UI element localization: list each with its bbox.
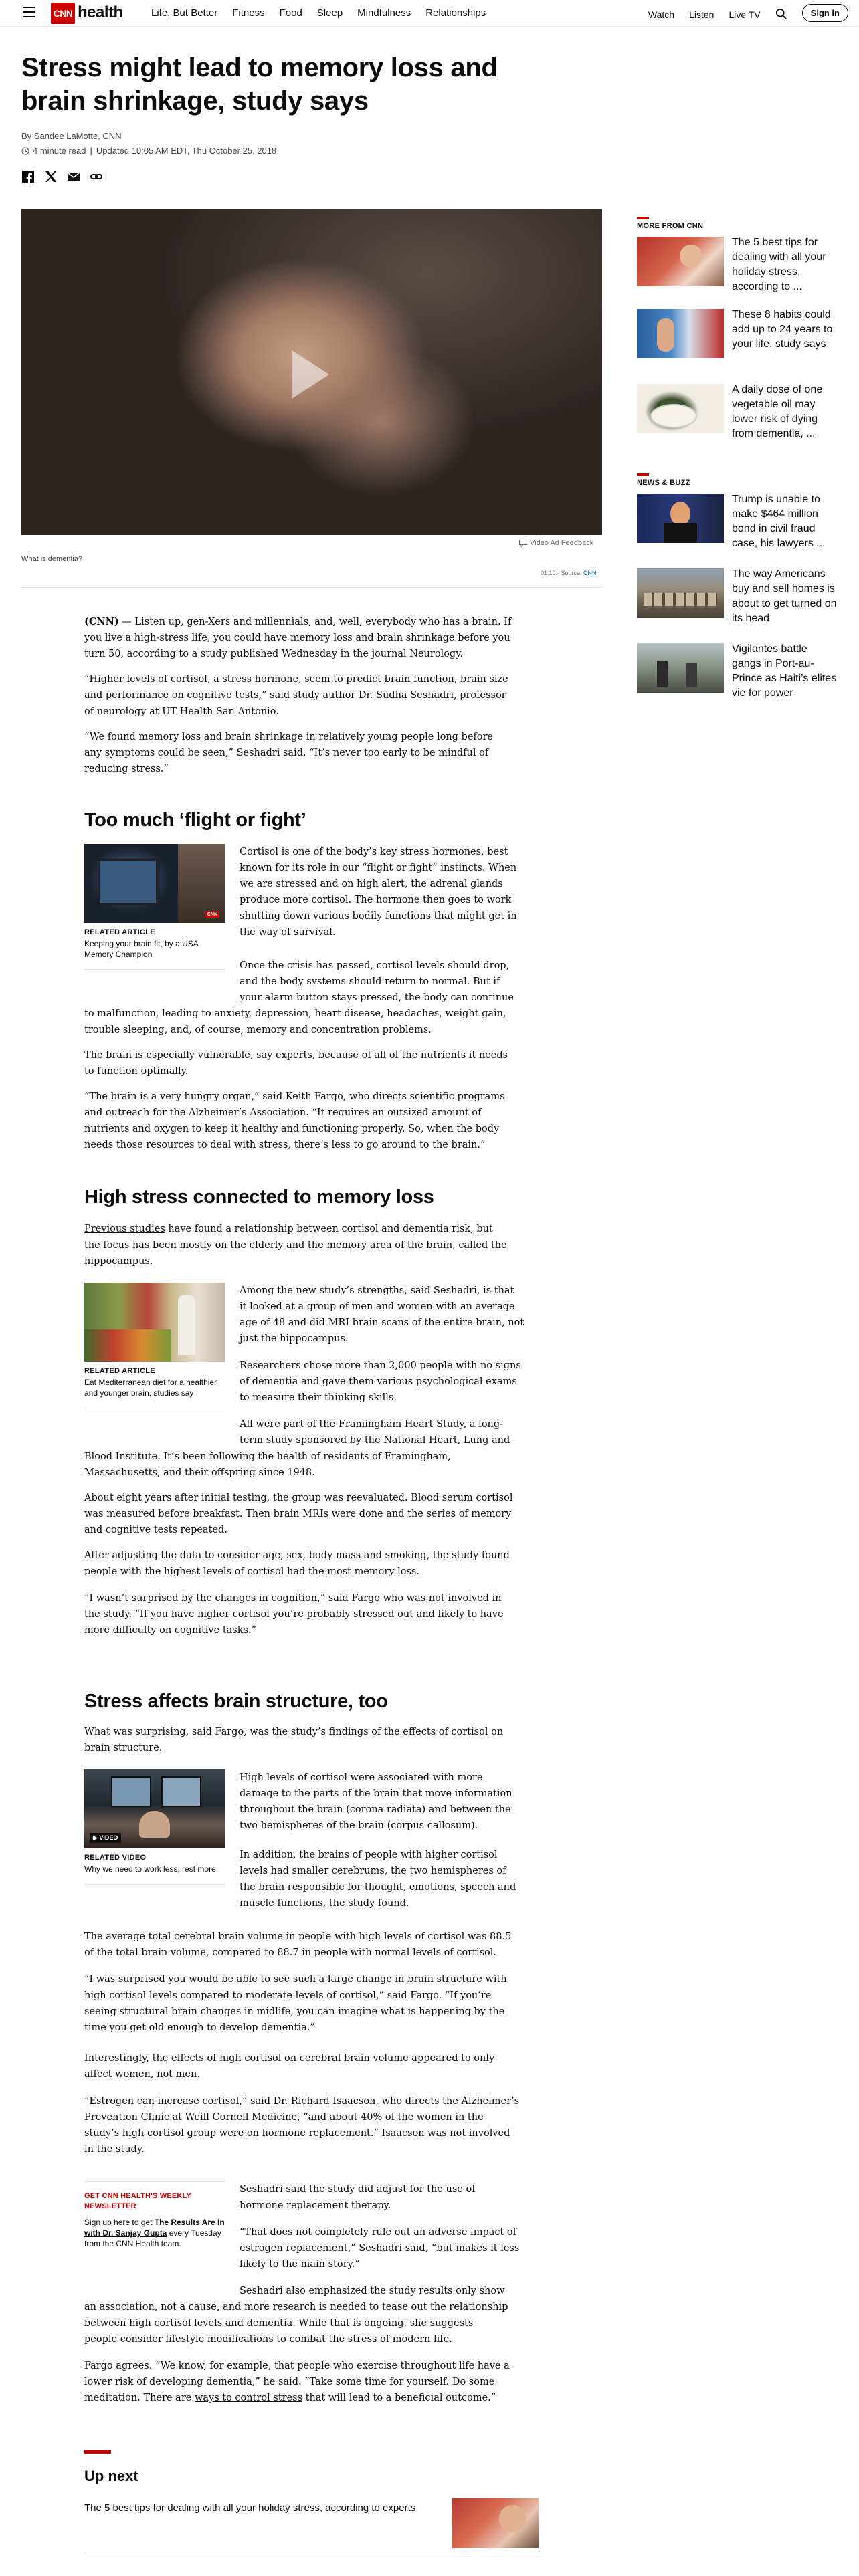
text-line: “Higher levels of cortisol, a stress hormone, seem to predict brain function, brain size — [84, 674, 508, 685]
text-line: shutting down various bodily functions that might get in — [240, 911, 517, 922]
video-player[interactable] — [21, 209, 602, 535]
text-line: and cognitive tests repeated. — [84, 1525, 227, 1535]
video-badge: ▶ VIDEO — [90, 1833, 121, 1843]
related-article-brain-fit[interactable] — [84, 844, 225, 970]
text-line: likely to the main story.” — [240, 2259, 360, 2270]
sidebar-story[interactable] — [637, 568, 838, 624]
text-line: two hemispheres of the brain (corpus callosum). — [240, 1820, 478, 1831]
text-line: in the study. — [84, 2144, 145, 2155]
text-line: have found a relationship between cortisol and dementia risk, but — [165, 1224, 493, 1235]
news-buzz-header — [637, 473, 838, 487]
video-source — [541, 570, 597, 576]
text-line: Seshadri also emphasized the study results only show — [240, 2286, 505, 2296]
sidebar-story-title[interactable]: The way Americans buy and sell homes is about to get turned on its head — [732, 568, 837, 624]
nav-food[interactable]: Food — [279, 7, 302, 19]
related-title[interactable]: Keeping your brain fit, by a USA Memory Champion — [84, 939, 199, 959]
paragraph-6 — [84, 1047, 508, 1079]
text-line: “We found memory loss and brain shrinkage in relatively young people long before — [84, 732, 494, 742]
paragraph-19 — [84, 1971, 507, 2036]
paragraph-1 — [84, 614, 511, 662]
video-ad-feedback-label: Video Ad Feedback — [530, 539, 594, 547]
paragraph-9 — [240, 1283, 524, 1347]
text-line: and the body systems should return to normal. But if — [240, 976, 500, 987]
control-stress-link[interactable]: ways to control stress — [194, 2393, 303, 2403]
divider — [21, 587, 602, 588]
framingham-link[interactable]: Framingham Heart Study — [338, 1419, 464, 1430]
text-line: “I was surprised you would be able to see such a large change in brain structure with — [84, 1974, 507, 1985]
sidebar-story[interactable] — [637, 384, 838, 439]
email-icon[interactable] — [67, 170, 80, 183]
text-line: damage to the parts of the brain that move information — [240, 1788, 512, 1799]
nav-watch[interactable]: Watch — [648, 9, 675, 20]
text-line: , a long- — [463, 1419, 504, 1430]
text-line: “I wasn’t surprised by the changes in cognition,” said Fargo who was not involved in — [84, 1593, 502, 1604]
text-line: of the total brain volume, compared to 88.7 in people with normal levels of cortisol. — [84, 1947, 497, 1958]
text-line: In addition, the brains of people with higher cortisol — [240, 1850, 498, 1860]
text-line: estrogen replacement,” Seshadri said, “but makes it less — [240, 2243, 520, 2254]
text-line: seeing structural brain changes in midlife, you can imagine what is happening by the — [84, 2006, 505, 2017]
text-line: Fargo agrees. “We know, for example, that people who exercise throughout life have a — [84, 2361, 510, 2371]
sidebar-story-title[interactable]: Trump is unable to make $464 million bond in civil fraud case, his lawyers ... — [732, 494, 826, 549]
related-article-mediterranean[interactable] — [84, 1283, 225, 1408]
meta-separator: | — [90, 146, 92, 156]
related-label: RELATED ARTICLE — [84, 928, 155, 936]
text-line: “That does not completely rule out an adverse impact of — [240, 2227, 517, 2238]
video-ad-feedback[interactable] — [519, 539, 593, 547]
paragraph-21 — [84, 2093, 519, 2157]
text-line: age of 48 and did MRI brain scans of the entire brain, not — [240, 1317, 524, 1328]
more-from-cnn-title: MORE FROM CNN — [637, 222, 704, 230]
text-line: an association, not a cause, and more research is needed to tease out the relationship — [84, 2302, 508, 2313]
text-line: high cortisol levels compared to moderate levels of cortisol,” said Fargo. “If you’re — [84, 1990, 492, 2001]
text-line: Once the crisis has passed, cortisol levels should drop, — [240, 960, 510, 971]
updated-timestamp: Updated 10:05 AM EDT, Thu October 25, 2018 — [96, 146, 277, 156]
text-line: we are stressed and on high alert, the adrenal glands — [240, 879, 503, 889]
text-line: Interestingly, the effects of high cortisol on cerebral brain volume appeared to only — [84, 2053, 495, 2064]
text-line: and outreach for the Alzheimer’s Association. “It requires an outsized amount of — [84, 1107, 482, 1118]
text-line: study’s high cortisol group were on hormone replacement.” Isaacson was not involved — [84, 2128, 510, 2139]
section-heading-memory-loss: High stress connected to memory loss — [84, 1186, 434, 1208]
text-line: hormone replacement therapy. — [240, 2200, 391, 2211]
text-line: About eight years after initial testing, the group was reevaluated. Blood serum cortisol — [84, 1493, 513, 1503]
utility-nav — [648, 4, 848, 22]
text-line: The brain is especially vulnerable, say experts, because of all of the nutrients it needs — [84, 1050, 508, 1061]
text-line: reducing stress.” — [84, 764, 169, 774]
text-line: All were part of the — [240, 1419, 339, 1430]
nav-fitness[interactable]: Fitness — [232, 7, 265, 19]
paragraph-7 — [84, 1089, 505, 1153]
text-line: “Estrogen can increase cortisol,” said Dr. Richard Isaacson, who directs the Alzheimer’s — [84, 2096, 520, 2107]
related-article-image — [84, 1283, 225, 1362]
paragraph-5 — [84, 958, 514, 1038]
text-line: Sign up here to get — [84, 2218, 155, 2227]
paragraph-17 — [240, 1847, 516, 1911]
text-line: produce more cortisol. The hormone then goes to work — [240, 895, 512, 905]
paragraph-25 — [84, 2358, 510, 2406]
nav-mindfulness[interactable]: Mindfulness — [357, 7, 411, 19]
text-line: “The brain is a very hungry organ,” said Keith Fargo, who directs scientific programs — [84, 1091, 505, 1102]
sidebar-story-title[interactable]: These 8 habits could add up to 24 years to your life, study says — [732, 309, 833, 350]
x-twitter-icon[interactable] — [44, 170, 58, 183]
related-article-image — [84, 844, 225, 923]
newsletter-promo — [84, 2181, 225, 2249]
text-line: you live a high-stress life, you could have memory loss and brain shrinkage before you — [84, 633, 510, 643]
text-line: term study sponsored by the National Heart, Lung and — [240, 1435, 510, 1446]
accent-bar — [637, 217, 649, 219]
text-line: to measure their thinking skills. — [240, 1392, 397, 1403]
text-line: What was surprising, said Fargo, was the study’s findings of the effects of cortisol on — [84, 1727, 504, 1737]
text-line: levels had smaller cerebrums, the two hemispheres of — [240, 1866, 506, 1876]
link-icon[interactable] — [90, 170, 103, 183]
text-line: High levels of cortisol were associated with more — [240, 1772, 483, 1783]
menu-icon[interactable] — [23, 7, 35, 17]
text-line: needs those resources to deal with stress, there’s less to go around to the brain.” — [84, 1140, 486, 1150]
article-meta — [21, 146, 276, 156]
text-line: throughout the brain (corona radiata) and between the — [240, 1804, 511, 1815]
byline: By Sandee LaMotte, CNN — [21, 131, 122, 141]
text-line: that will lead to a beneficial outcome.” — [302, 2393, 496, 2403]
play-icon[interactable] — [292, 350, 329, 399]
text-line: people with the highest levels of cortisol had the most memory loss. — [84, 1566, 419, 1577]
video-source-link[interactable]: CNN — [583, 570, 597, 576]
nav-listen[interactable]: Listen — [689, 9, 714, 20]
text-line: your alarm button stays pressed, the body can continue — [240, 992, 514, 1003]
section-heading-brain-structure: Stress affects brain structure, too — [84, 1691, 388, 1712]
text-line: the way of survival. — [240, 927, 336, 938]
video-caption: What is dementia? — [21, 555, 83, 563]
sidebar-story-image — [637, 384, 724, 433]
text-line: lower risk of developing dementia,” he said. “Take some time for yourself. Do some — [84, 2377, 495, 2387]
text-line: it looked at a group of men and women with an average — [240, 1301, 515, 1312]
text-line: the focus has been mostly on the elderly and the memory area of the brain, called the — [84, 1240, 507, 1251]
paragraph-22 — [240, 2181, 476, 2214]
feedback-icon — [519, 540, 527, 547]
accent-bar — [637, 473, 649, 476]
cnn-bug-icon: CNN — [205, 911, 219, 918]
related-title[interactable]: Why we need to work less, rest more — [84, 1864, 216, 1874]
text-line: Massachusetts, and their offspring since 1948. — [84, 1467, 315, 1478]
text-line: to malfunction, leading to anxiety, depression, heart disease, headaches, weight gain, — [84, 1008, 506, 1019]
text-line: After adjusting the data to consider age, sex, body mass and smoking, the study found — [84, 1550, 510, 1561]
text-line: muscle functions, the study found. — [240, 1898, 409, 1909]
nav-live-tv[interactable]: Live TV — [729, 9, 761, 20]
text-line: Among the new study’s strengths, said Seshadri, is that — [240, 1285, 514, 1296]
up-next-image — [452, 2498, 539, 2548]
nav-relationships[interactable]: Relationships — [425, 7, 486, 19]
paragraph-13 — [84, 1547, 510, 1580]
text-line: brain structure. — [84, 1743, 163, 1753]
text-line: time you get old enough to develop dementia.” — [84, 2022, 315, 2033]
text-line: the brain responsible for thought, emotions, speech and — [240, 1882, 516, 1893]
sidebar-story-title[interactable]: Vigilantes battle gangs in Port-au-Prince as Haiti’s elites vie for power — [732, 643, 837, 699]
text-line: every Tuesday from the CNN Health team. — [84, 2228, 221, 2248]
sidebar-story[interactable] — [637, 494, 838, 549]
text-line: known for its role in our “flight or fight” instincts. When — [240, 863, 517, 873]
dateline-dash: — — [118, 617, 135, 627]
related-label: RELATED ARTICLE — [84, 1367, 155, 1375]
sidebar-story[interactable] — [637, 309, 838, 358]
text-line: to function optimally. — [84, 1066, 189, 1077]
related-label: RELATED VIDEO — [84, 1854, 147, 1862]
text-line: people consider lifestyle modifications to combat the stress of modern life. — [84, 2334, 452, 2345]
sidebar-story-title[interactable]: A daily dose of one vegetable oil may lower risk of dying from dementia, ... — [732, 384, 823, 439]
paragraph-8 — [84, 1221, 507, 1269]
up-next-heading: Up next — [84, 2468, 138, 2484]
paragraph-14 — [84, 1590, 504, 1638]
share-bar — [21, 170, 103, 183]
facebook-icon[interactable] — [21, 170, 35, 183]
paragraph-23 — [240, 2224, 519, 2272]
article-headline: Stress might lead to memory loss and brain shrinkage, study says — [21, 53, 498, 116]
sidebar-story-image — [637, 494, 724, 543]
paragraph-12 — [84, 1490, 512, 1538]
paragraph-10 — [240, 1358, 521, 1406]
related-video-work-less[interactable] — [84, 1769, 225, 1885]
text-line: affect women, not men. — [84, 2069, 200, 2080]
text-line: The average total cerebral brain volume in people with high levels of cortisol was 88.5 — [84, 1931, 512, 1942]
read-time: 4 minute read — [33, 146, 86, 156]
up-next-headline[interactable]: The 5 best tips for dealing with all your holiday stress, according to experts — [84, 2502, 416, 2514]
text-line: just the hippocampus. — [240, 1333, 349, 1344]
more-from-cnn-header — [637, 217, 838, 230]
up-next-accent — [84, 2450, 111, 2454]
text-line: was measured before breakfast. Then brain MRIs were done and the series of memory — [84, 1509, 512, 1519]
related-title[interactable]: Eat Mediterranean diet for a healthier and younger brain, studies say — [84, 1378, 217, 1398]
nav-life-but-better[interactable]: Life, But Better — [151, 7, 218, 19]
divider — [84, 2181, 225, 2182]
previous-studies-link[interactable]: Previous studies — [84, 1224, 165, 1235]
text-line: Researchers chose more than 2,000 people with no signs — [240, 1360, 521, 1371]
news-buzz-title: NEWS & BUZZ — [637, 479, 690, 487]
newsletter-signup-link[interactable]: The Results Are In with Dr. Sanjay Gupta — [84, 2218, 225, 2238]
clock-icon — [21, 147, 29, 155]
section-heading-flight-or-fight: Too much ‘flight or fight’ — [84, 809, 306, 831]
related-video-image — [84, 1769, 225, 1848]
paragraph-24 — [84, 2283, 508, 2347]
sidebar-story[interactable] — [637, 237, 838, 292]
text-line: the study. “If you have higher cortisol you’re probably stressed out and likely to have — [84, 1609, 504, 1620]
paragraph-11 — [84, 1416, 510, 1481]
text-line: between high cortisol levels and dementia. While that is ongoing, she suggests — [84, 2318, 474, 2329]
section-nav — [151, 7, 500, 19]
text-line: and performance on cognitive tests,” said study author Dr. Sudha Seshadri, professor — [84, 690, 506, 701]
text-line: of neurology at UT Health San Antonio. — [84, 706, 279, 717]
paragraph-15 — [84, 1724, 503, 1756]
paragraph-3 — [84, 729, 493, 777]
dateline: (CNN) — [84, 616, 119, 627]
text-line: hippocampus. — [84, 1256, 153, 1267]
cnn-logo[interactable]: CNN — [51, 3, 75, 24]
newsletter-body — [84, 2217, 225, 2249]
nav-sleep[interactable]: Sleep — [316, 7, 343, 19]
divider — [84, 1884, 225, 1885]
text-line: trouble sleeping, and, of course, memory and concentration problems. — [84, 1025, 432, 1035]
sign-in-button[interactable]: Sign in — [802, 4, 848, 22]
sidebar-story-image — [637, 237, 724, 286]
newsletter-heading: GET CNN HEALTH'S WEEKLY NEWSLETTER — [84, 2192, 191, 2210]
paragraph-16 — [240, 1769, 512, 1834]
text-line: nutrients and oxygen to keep it healthy and functioning properly. So, when the body — [84, 1123, 500, 1134]
text-line: Prevention Clinic at Weill Cornell Medicine, “and about 40% of the women in the — [84, 2112, 484, 2123]
sidebar-story-image — [637, 643, 724, 693]
text-line: Blood Institute. It’s been following the health of residents of Framingham, — [84, 1451, 451, 1462]
text-line: Seshadri said the study did adjust for the use of — [240, 2184, 476, 2195]
sidebar-story-image — [637, 568, 724, 618]
text-line: turn 50, according to a study published Wednesday in the journal Neurology. — [84, 649, 464, 659]
sidebar-story[interactable] — [637, 643, 838, 699]
paragraph-18 — [84, 1929, 511, 1961]
paragraph-20 — [84, 2050, 494, 2082]
sidebar-story-image — [637, 309, 724, 358]
up-next-item[interactable] — [84, 2498, 539, 2553]
search-icon[interactable] — [775, 8, 787, 20]
paragraph-2 — [84, 671, 508, 720]
health-logo-word[interactable]: health — [78, 3, 123, 21]
site-header — [0, 0, 859, 27]
text-line: Listen up, gen-Xers and millennials, and, well, everybody who has a brain. If — [134, 617, 512, 627]
text-line: more difficulty on cognitive tasks.” — [84, 1625, 256, 1636]
video-duration-source: 01:10 - Source: — [541, 570, 584, 576]
paragraph-4 — [240, 844, 517, 940]
sidebar-story-title[interactable]: The 5 best tips for dealing with all your holiday stress, according to ... — [732, 237, 826, 292]
text-line: meditation. There are — [84, 2393, 195, 2403]
text-line: of dementia and gave them various psychological exams — [240, 1376, 517, 1387]
text-line: Cortisol is one of the body’s key stress hormones, best — [240, 847, 508, 857]
text-line: any symptoms could be seen,” Seshadri said. “It’s never too early to be mindful of — [84, 748, 489, 758]
